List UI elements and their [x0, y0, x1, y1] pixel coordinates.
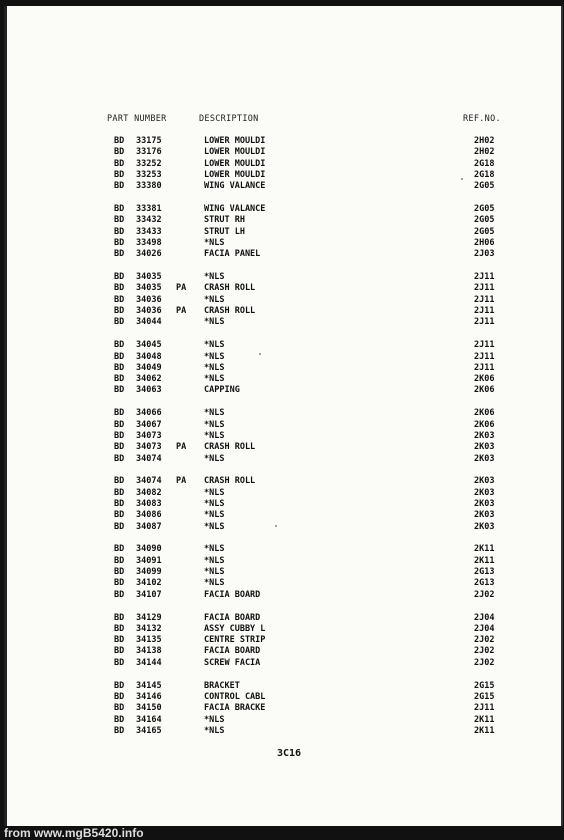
table-row	[7, 363, 561, 374]
part-number: 34045	[136, 340, 162, 351]
scan-speck	[275, 525, 277, 527]
table-row	[7, 715, 561, 726]
part-number: 34107	[136, 589, 162, 600]
header-description: DESCRIPTION	[199, 114, 259, 124]
part-ref-no: 2K03	[474, 442, 495, 453]
row-group	[7, 408, 561, 464]
part-ref-no: 2K06	[474, 374, 495, 385]
part-number: 34067	[136, 419, 162, 430]
part-ref-no: 2G18	[474, 158, 495, 169]
part-description: CONTROL CABL	[204, 691, 266, 702]
table-row	[7, 181, 561, 192]
part-ref-no: 2J11	[474, 703, 495, 714]
table-row	[7, 227, 561, 238]
header-part-number: PART NUMBER	[107, 114, 167, 124]
part-description: *NLS	[204, 374, 225, 385]
scan-speck	[461, 178, 463, 180]
part-description: CRASH ROLL	[204, 442, 256, 453]
part-number: 34036	[136, 294, 162, 305]
header-ref-no: REF.NO.	[463, 114, 501, 124]
part-prefix: BD	[114, 215, 125, 226]
part-number: 33380	[136, 181, 162, 192]
part-prefix: BD	[114, 249, 125, 260]
part-number: 34048	[136, 351, 162, 362]
part-number: 34062	[136, 374, 162, 385]
part-prefix: BD	[114, 294, 125, 305]
parts-list-page	[4, 6, 563, 828]
part-description: FACIA BOARD	[204, 589, 261, 600]
part-number: 34073	[136, 430, 162, 441]
part-description: *NLS	[204, 578, 225, 589]
table-row	[7, 454, 561, 465]
table-row	[7, 385, 561, 396]
part-prefix: BD	[114, 317, 125, 328]
table-row	[7, 476, 561, 487]
part-description: FACIA BOARD	[204, 612, 261, 623]
part-number: 33252	[136, 158, 162, 169]
part-description: WING VALANCE	[204, 204, 266, 215]
part-ref-no: 2K11	[474, 725, 495, 736]
part-ref-no: 2G05	[474, 204, 495, 215]
part-number: 34035	[136, 283, 162, 294]
part-description: *NLS	[204, 555, 225, 566]
part-description: *NLS	[204, 317, 225, 328]
part-number: 34099	[136, 567, 162, 578]
footer-watermark: from www.mgB5420.info	[4, 826, 144, 840]
part-description: STRUT LH	[204, 226, 245, 237]
part-number: 34074	[136, 476, 162, 487]
table-row	[7, 431, 561, 442]
part-number: 34036	[136, 306, 162, 317]
part-description: LOWER MOULDI	[204, 169, 266, 180]
table-row	[7, 340, 561, 351]
table-row	[7, 272, 561, 283]
part-prefix: BD	[114, 725, 125, 736]
part-ref-no: 2J04	[474, 623, 495, 634]
part-prefix: BD	[114, 362, 125, 373]
row-group	[7, 340, 561, 396]
part-ref-no: 2G05	[474, 181, 495, 192]
part-description: SCREW FACIA	[204, 657, 261, 668]
part-number: 34086	[136, 510, 162, 521]
part-ref-no: 2J02	[474, 646, 495, 657]
part-suffix: PA	[176, 476, 187, 487]
table-row	[7, 613, 561, 624]
part-number: 34135	[136, 635, 162, 646]
row-group	[7, 681, 561, 737]
part-number: 33175	[136, 136, 162, 146]
part-description: *NLS	[204, 544, 225, 555]
part-ref-no: 2G05	[474, 226, 495, 237]
part-number: 34083	[136, 498, 162, 509]
part-description: *NLS	[204, 294, 225, 305]
part-description: LOWER MOULDI	[204, 136, 266, 146]
table-row	[7, 170, 561, 181]
part-number: 33176	[136, 147, 162, 158]
part-description: LOWER MOULDI	[204, 147, 266, 158]
part-description: *NLS	[204, 714, 225, 725]
part-prefix: BD	[114, 306, 125, 317]
table-row	[7, 646, 561, 657]
part-ref-no: 2J11	[474, 272, 495, 283]
part-suffix: PA	[176, 442, 187, 453]
table-row	[7, 510, 561, 521]
part-number: 33498	[136, 237, 162, 248]
part-prefix: BD	[114, 680, 125, 691]
part-description: *NLS	[204, 362, 225, 373]
part-prefix: BD	[114, 181, 125, 192]
table-row	[7, 147, 561, 158]
part-ref-no: 2K06	[474, 408, 495, 419]
part-prefix: BD	[114, 237, 125, 248]
table-row	[7, 692, 561, 703]
table-row	[7, 578, 561, 589]
part-ref-no: 2K11	[474, 544, 495, 555]
part-prefix: BD	[114, 657, 125, 668]
parts-table	[7, 136, 561, 749]
part-ref-no: 2J11	[474, 294, 495, 305]
table-row	[7, 374, 561, 385]
part-description: *NLS	[204, 725, 225, 736]
table-row	[7, 488, 561, 499]
part-ref-no: 2G05	[474, 215, 495, 226]
part-prefix: BD	[114, 351, 125, 362]
table-row	[7, 544, 561, 555]
part-ref-no: 2K03	[474, 453, 495, 464]
part-prefix: BD	[114, 544, 125, 555]
table-row	[7, 522, 561, 533]
part-number: 34129	[136, 612, 162, 623]
part-number: 33253	[136, 169, 162, 180]
part-ref-no: 2J02	[474, 589, 495, 600]
part-prefix: BD	[114, 578, 125, 589]
part-prefix: BD	[114, 521, 125, 532]
part-description: LOWER MOULDI	[204, 158, 266, 169]
part-suffix: PA	[176, 306, 187, 317]
part-description: WING VALANCE	[204, 181, 266, 192]
part-description: *NLS	[204, 408, 225, 419]
part-prefix: BD	[114, 136, 125, 146]
part-number: 34165	[136, 725, 162, 736]
part-prefix: BD	[114, 555, 125, 566]
part-ref-no: 2J11	[474, 362, 495, 373]
footer-bar	[0, 826, 564, 840]
part-number: 34087	[136, 521, 162, 532]
part-number: 34063	[136, 385, 162, 396]
part-ref-no: 2J11	[474, 317, 495, 328]
part-prefix: BD	[114, 385, 125, 396]
part-number: 33432	[136, 215, 162, 226]
part-ref-no: 2H06	[474, 237, 495, 248]
table-row	[7, 317, 561, 328]
part-number: 33381	[136, 204, 162, 215]
row-group	[7, 476, 561, 532]
part-description: FACIA BRACKE	[204, 703, 266, 714]
table-row	[7, 681, 561, 692]
part-description: *NLS	[204, 498, 225, 509]
part-ref-no: 2K03	[474, 430, 495, 441]
table-row	[7, 238, 561, 249]
part-prefix: BD	[114, 476, 125, 487]
part-prefix: BD	[114, 374, 125, 385]
part-description: CRASH ROLL	[204, 476, 256, 487]
part-prefix: BD	[114, 589, 125, 600]
part-number: 34102	[136, 578, 162, 589]
part-description: *NLS	[204, 351, 225, 362]
table-row	[7, 556, 561, 567]
table-row	[7, 306, 561, 317]
part-ref-no: 2J02	[474, 657, 495, 668]
part-prefix: BD	[114, 703, 125, 714]
table-row	[7, 215, 561, 226]
part-ref-no: 2G15	[474, 691, 495, 702]
part-description: CAPPING	[204, 385, 240, 396]
part-number: 34144	[136, 657, 162, 668]
part-number: 34145	[136, 680, 162, 691]
part-number: 34074	[136, 453, 162, 464]
part-prefix: BD	[114, 226, 125, 237]
part-ref-no: 2K03	[474, 498, 495, 509]
part-number: 34049	[136, 362, 162, 373]
table-row	[7, 352, 561, 363]
part-ref-no: 2J11	[474, 283, 495, 294]
part-description: *NLS	[204, 521, 225, 532]
part-ref-no: 2H02	[474, 136, 495, 146]
part-description: FACIA PANEL	[204, 249, 261, 260]
table-row	[7, 442, 561, 453]
part-description: *NLS	[204, 272, 225, 283]
part-description: STRUT RH	[204, 215, 245, 226]
part-ref-no: 2J11	[474, 351, 495, 362]
table-row	[7, 726, 561, 737]
table-row	[7, 159, 561, 170]
part-description: *NLS	[204, 510, 225, 521]
part-prefix: BD	[114, 147, 125, 158]
part-number: 34132	[136, 623, 162, 634]
part-description: BRACKET	[204, 680, 240, 691]
table-row	[7, 567, 561, 578]
part-ref-no: 2K11	[474, 555, 495, 566]
part-description: *NLS	[204, 487, 225, 498]
part-ref-no: 2K03	[474, 476, 495, 487]
part-ref-no: 2G15	[474, 680, 495, 691]
part-prefix: BD	[114, 612, 125, 623]
part-prefix: BD	[114, 623, 125, 634]
part-number: 34150	[136, 703, 162, 714]
part-ref-no: 2K11	[474, 714, 495, 725]
part-ref-no: 2J04	[474, 612, 495, 623]
part-number: 34090	[136, 544, 162, 555]
row-group	[7, 204, 561, 260]
part-prefix: BD	[114, 283, 125, 294]
table-row	[7, 204, 561, 215]
part-prefix: BD	[114, 510, 125, 521]
table-row	[7, 408, 561, 419]
part-prefix: BD	[114, 453, 125, 464]
part-description: FACIA BOARD	[204, 646, 261, 657]
part-number: 34091	[136, 555, 162, 566]
part-description: CRASH ROLL	[204, 306, 256, 317]
part-ref-no: 2G13	[474, 567, 495, 578]
table-row	[7, 635, 561, 646]
part-number: 34138	[136, 646, 162, 657]
part-prefix: BD	[114, 442, 125, 453]
part-prefix: BD	[114, 498, 125, 509]
part-ref-no: 2K03	[474, 487, 495, 498]
part-number: 34066	[136, 408, 162, 419]
part-ref-no: 2K03	[474, 521, 495, 532]
page-number: 3C16	[277, 748, 302, 759]
row-group	[7, 544, 561, 600]
part-prefix: BD	[114, 567, 125, 578]
table-row	[7, 136, 561, 147]
part-number: 34082	[136, 487, 162, 498]
part-ref-no: 2J11	[474, 306, 495, 317]
part-ref-no: 2H02	[474, 147, 495, 158]
part-prefix: BD	[114, 419, 125, 430]
part-description: *NLS	[204, 419, 225, 430]
part-prefix: BD	[114, 169, 125, 180]
part-prefix: BD	[114, 646, 125, 657]
part-number: 33433	[136, 226, 162, 237]
part-number: 34146	[136, 691, 162, 702]
table-row	[7, 658, 561, 669]
part-prefix: BD	[114, 691, 125, 702]
part-ref-no: 2K06	[474, 385, 495, 396]
part-prefix: BD	[114, 408, 125, 419]
table-row	[7, 283, 561, 294]
table-row	[7, 249, 561, 260]
part-prefix: BD	[114, 204, 125, 215]
part-prefix: BD	[114, 430, 125, 441]
part-ref-no: 2J02	[474, 635, 495, 646]
part-description: ASSY CUBBY L	[204, 623, 266, 634]
table-row	[7, 420, 561, 431]
part-prefix: BD	[114, 340, 125, 351]
part-prefix: BD	[114, 158, 125, 169]
part-number: 34044	[136, 317, 162, 328]
part-description: *NLS	[204, 430, 225, 441]
row-group	[7, 136, 561, 192]
row-group	[7, 613, 561, 669]
part-number: 34164	[136, 714, 162, 725]
part-suffix: PA	[176, 283, 187, 294]
part-number: 34035	[136, 272, 162, 283]
part-description: *NLS	[204, 453, 225, 464]
part-prefix: BD	[114, 714, 125, 725]
part-ref-no: 2K03	[474, 510, 495, 521]
part-description: *NLS	[204, 340, 225, 351]
part-ref-no: 2J03	[474, 249, 495, 260]
part-ref-no: 2G18	[474, 169, 495, 180]
part-number: 34026	[136, 249, 162, 260]
part-ref-no: 2J11	[474, 340, 495, 351]
table-row	[7, 295, 561, 306]
part-description: CRASH ROLL	[204, 283, 256, 294]
table-row	[7, 703, 561, 714]
table-row	[7, 590, 561, 601]
scan-speck	[259, 353, 261, 355]
part-number: 34073	[136, 442, 162, 453]
part-description: *NLS	[204, 567, 225, 578]
table-row	[7, 624, 561, 635]
part-description: CENTRE STRIP	[204, 635, 266, 646]
part-description: *NLS	[204, 237, 225, 248]
part-prefix: BD	[114, 272, 125, 283]
part-ref-no: 2K06	[474, 419, 495, 430]
row-group	[7, 272, 561, 328]
table-row	[7, 499, 561, 510]
part-ref-no: 2G13	[474, 578, 495, 589]
part-prefix: BD	[114, 635, 125, 646]
part-prefix: BD	[114, 487, 125, 498]
